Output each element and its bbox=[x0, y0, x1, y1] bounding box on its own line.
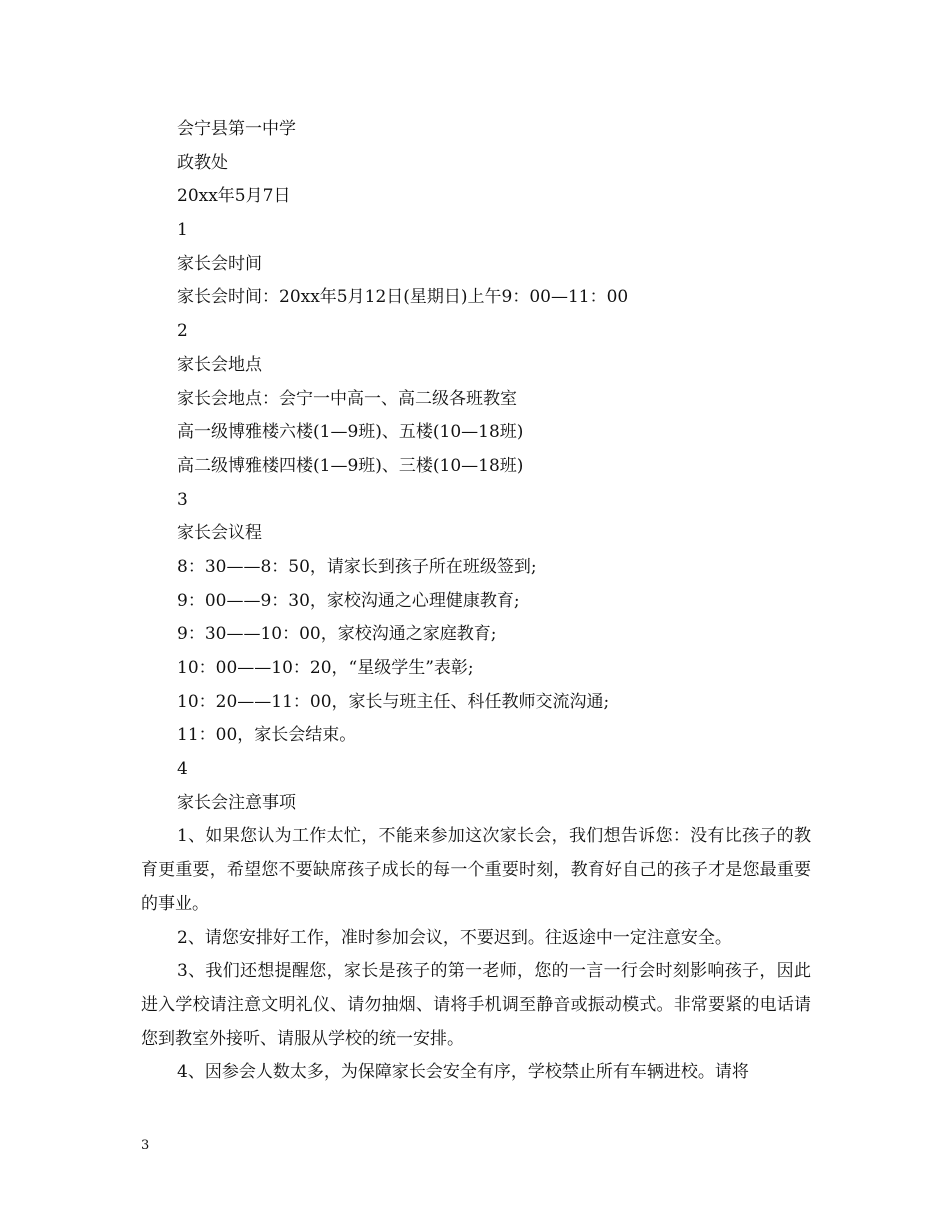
section-location bbox=[141, 315, 811, 483]
section-title: 家长会地点 bbox=[177, 354, 262, 375]
section-agenda bbox=[141, 484, 811, 754]
issue-date: 20xx年5月7日 bbox=[177, 186, 291, 207]
agenda-item: 10：20——11：00，家长与班主任、科任教师交流沟通; bbox=[177, 691, 610, 712]
section-title: 家长会议程 bbox=[177, 523, 262, 544]
agenda-item: 8：30——8：50，请家长到孩子所在班级签到; bbox=[177, 556, 537, 577]
school-name: 会宁县第一中学 bbox=[177, 119, 296, 139]
section-line: 高二级博雅楼四楼(1—9班)、三楼(10—18班) bbox=[177, 455, 524, 476]
section-number: 3 bbox=[177, 489, 188, 510]
section-title: 家长会注意事项 bbox=[177, 792, 296, 813]
note-paragraph: 1、如果您认为工作太忙，不能来参加这次家长会，我们想告诉您：没有比孩子的教育更重要，希望您不要缺席孩子成长的每一个重要时刻，教育好自己的孩子才是您最重要的事业。 bbox=[141, 826, 811, 914]
section-line: 家长会地点：会宁一中高一、高二级各班教室 bbox=[177, 388, 517, 409]
document-body bbox=[141, 113, 811, 1090]
agenda-item: 10：00——10：20，“星级学生”表彰; bbox=[177, 658, 474, 678]
note-paragraph: 3、我们还想提醒您，家长是孩子的第一老师，您的一言一行会时刻影响孩子，因此进入学校请注意文明礼仪、请勿抽烟、请将手机调至静音或振动模式。非常要紧的电话请您到教室外接听、请服从学校的统一安排。 bbox=[141, 961, 811, 1049]
page-number: 3 bbox=[141, 1138, 150, 1153]
agenda-item: 9：30——10：00，家校沟通之家庭教育; bbox=[177, 624, 497, 645]
section-time bbox=[141, 214, 811, 315]
note-paragraph: 4、因参会人数太多，为保障家长会安全有序，学校禁止所有车辆进校。请将 bbox=[177, 1062, 749, 1083]
section-number: 4 bbox=[177, 759, 188, 780]
section-line: 高一级博雅楼六楼(1—9班)、五楼(10—18班) bbox=[177, 422, 524, 443]
department-name: 政教处 bbox=[177, 152, 228, 173]
section-line: 家长会时间：20xx年5月12日(星期日)上午9：00—11：00 bbox=[177, 287, 629, 308]
section-number: 1 bbox=[177, 220, 188, 241]
agenda-item: 9：00——9：30，家校沟通之心理健康教育; bbox=[177, 590, 520, 611]
section-number: 2 bbox=[177, 321, 188, 342]
section-notes bbox=[141, 753, 811, 1090]
note-paragraph: 2、请您安排好工作，准时参加会议，不要迟到。往返途中一定注意安全。 bbox=[177, 927, 732, 948]
agenda-item: 11：00，家长会结束。 bbox=[177, 725, 357, 746]
section-title: 家长会时间 bbox=[177, 253, 262, 274]
